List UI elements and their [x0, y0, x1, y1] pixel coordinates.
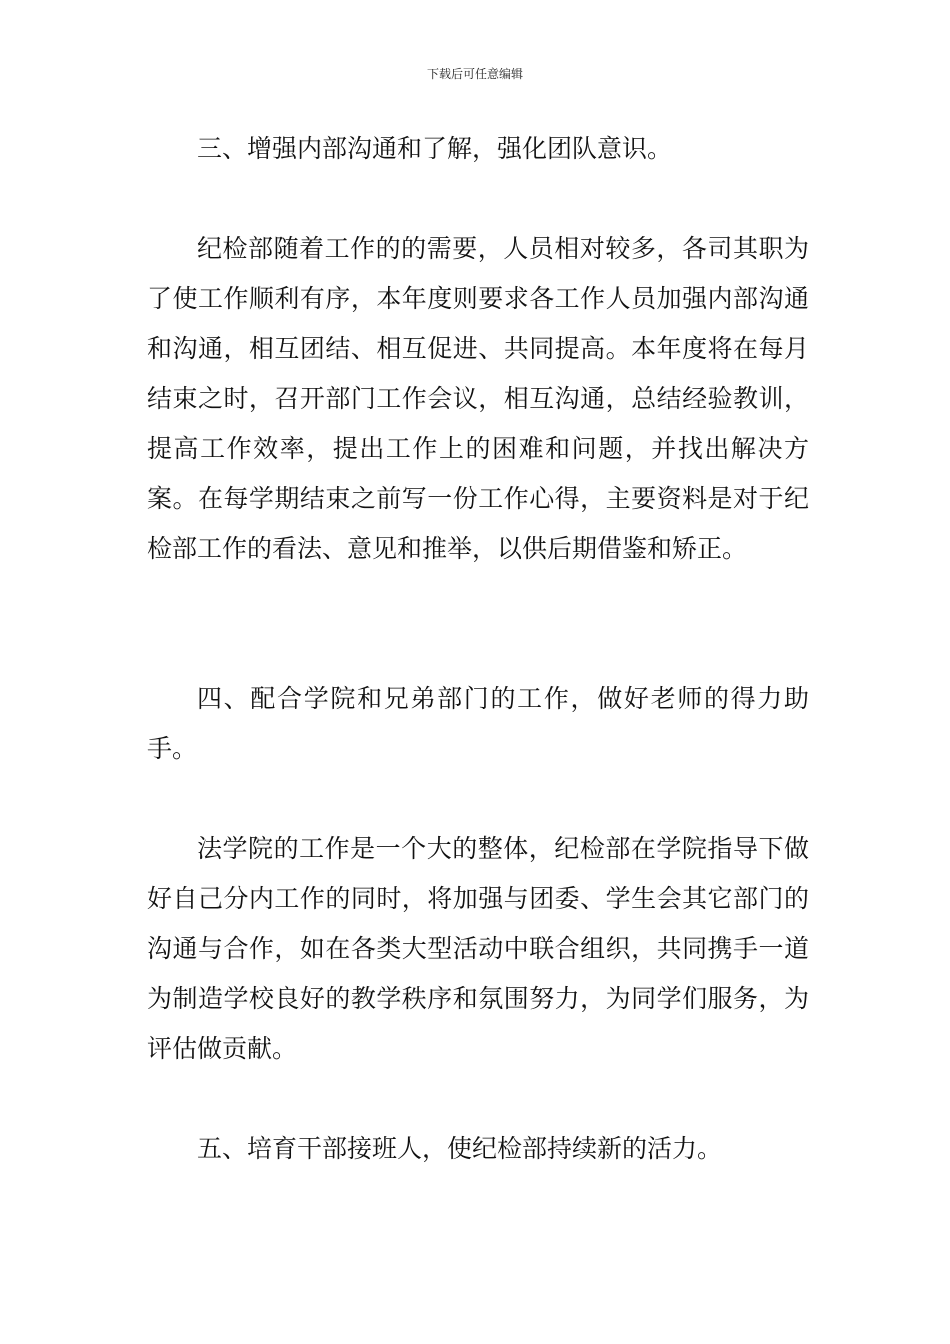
- section-heading-4: 四、配合学院和兄弟部门的工作，做好老师的得力助手。: [147, 684, 809, 763]
- body-paragraph-cooperation: 法学院的工作是一个大的整体，纪检部在学院指导下做好自己分内工作的同时，将加强与团委、学生会其它部门的沟通与合作，如在各类大型活动中联合组织，共同携手一道为制造学校良好的教学秩序和氛围努力，为同学们服务，为评估做贡献。: [147, 834, 809, 1063]
- section-heading-3: 三、增强内部沟通和了解，强化团队意识。: [197, 134, 673, 163]
- body-paragraph-communication: 纪检部随着工作的的需要，人员相对较多，各司其职为了使工作顺利有序，本年度则要求各工作人员加强内部沟通和沟通，相互团结、相互促进、共同提高。本年度将在每月结束之时，召开部门工作会议，相互沟通，总结经验教训，提高工作效率，提出工作上的困难和问题，并找出解决方案。在每学期结束之前写一份工作心得，主要资料是对于纪检部工作的看法、意见和推举，以供后期借鉴和矫正。: [147, 234, 809, 563]
- page-header-note: 下载后可任意编辑: [426, 67, 523, 81]
- section-heading-5: 五、培育干部接班人，使纪检部持续新的活力。: [197, 1134, 723, 1163]
